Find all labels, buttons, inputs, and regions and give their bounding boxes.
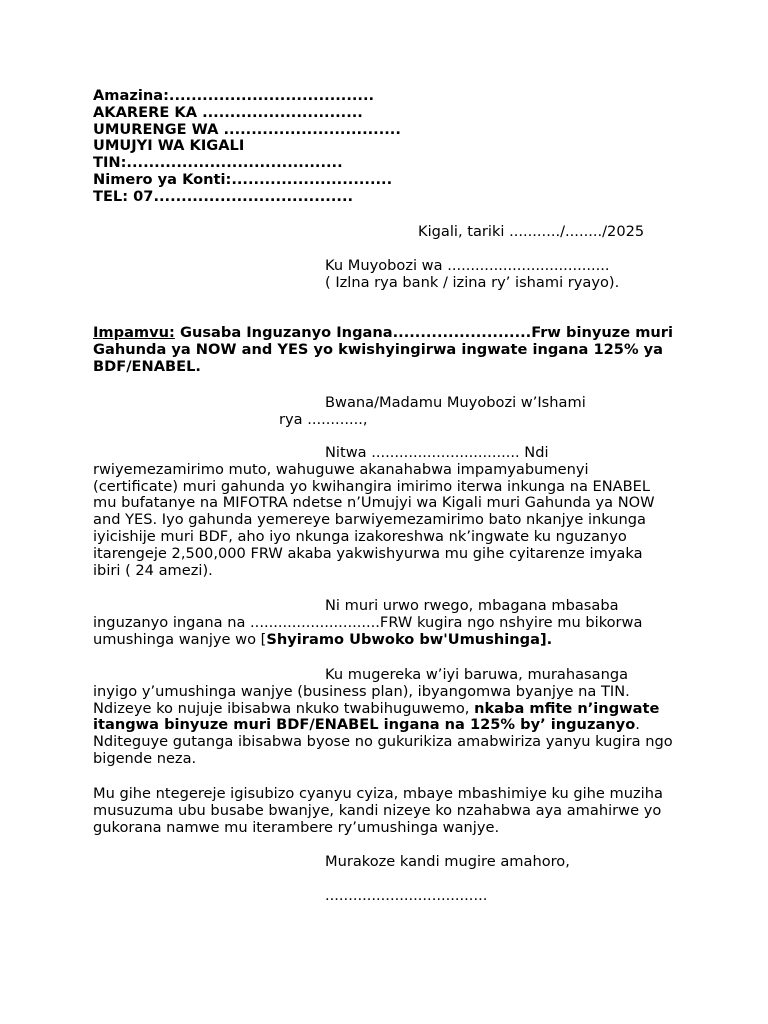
paragraph-indent-line: Ni muri urwo rwego, mbagana mbasaba [325,597,619,614]
salutation-branch: rya ............, [279,411,368,428]
attachments-tail: . Nditeguye gutanga ibisabwa byose no gukurikiza amabwiriza yanyu kugira ngo bigende neza. [93,716,673,767]
name-line: Amazina:..................................... [93,87,375,104]
city-line: UMUJYI WA KIGALI [93,137,245,155]
telephone-line: TEL: 07.................................... [93,187,354,205]
paragraph-body [93,615,673,649]
district-line: AKARERE KA ............................. [93,103,363,121]
paragraph-closing-thanks: Mu gihe ntegereje igisubizo cyanyu cyiza, mbaye mbashimiye ku gihe muziha musuzuma ubu busabe bwanjye, kandi nizeye ko nzahabwa aya amahirwe yo gukorana namwe mu iterambere ry’umushinga wanjye. [93,785,663,836]
guarantee-text: nkaba mfite n’ingwate itangwa binyuze muri BDF/ENABEL ingana na 125% by’ inguzanyo [93,699,660,734]
paragraph-indent-line: Ku mugereka w’iyi baruwa, murahasanga [325,666,629,683]
recipient-note: ( Izlna rya bank / izina ry’ ishami ryayo). [325,273,620,291]
subject-text: Gusaba Inguzanyo Ingana.........................Frw binyuze muri Gahunda ya NOW and YES yo kwishyingirwa ingwate ingana 125% ya BDF/ENABEL. [93,324,674,375]
tin-line: TIN:....................................... [93,154,343,172]
account-number-line: Nimero ya Konti:............................. [93,170,393,188]
request-text: inguzanyo ingana na ............................FRW kugira ngo nshyire mu bikorwa umushinga wanjye wo [ [93,613,643,648]
project-type-placeholder: Shyiramo Ubwoko bw'Umushinga]. [266,630,553,648]
recipient-line: Ku Muyobozi wa ................................... [325,257,610,274]
subject-label: Impamvu: [93,324,175,341]
sender-header [93,88,673,206]
signature-line: ................................... [325,887,488,904]
paragraph-attachments [93,667,673,768]
salutation-line: Bwana/Madamu Muyobozi w’Ishami [325,394,586,411]
attachments-text: inyigo y’umushinga wanjye (business plan), ibyangomwa byanjye na TIN. Ndizeye ko nujuje ibisabwa nkuko twabihuguwemo, [93,682,630,717]
sector-line: UMURENGE WA ................................ [93,120,401,138]
subject-line [93,325,673,375]
paragraph-request [93,598,673,648]
paragraph-body: rwiyemezamirimo muto, wahuguwe akanahabwa impamyabumenyi (certificate) muri gahunda yo kwihangira imirimo iterwa inkunga na ENABEL mu bufatanye na MIFOTRA ndetse n’Umujyi wa Kigali muri Gahunda ya NOW and YES. Iyo gahunda yemereye barwiyemezamirimo bato nkanjye inkunga iyicishije muri BDF, aho iyo nkunga izakoreshwa nk’ingwate ku nguzanyo itarengeje 2,500,000 FRW akaba yakwishyurwa mu gihe cyitarenze imyaka ibiri ( 24 amezi). [93,460,655,579]
date-line: Kigali, tariki .........../......../2025 [418,223,645,240]
paragraph-introduction [93,445,673,579]
recipient-block [325,258,619,292]
closing-line: Murakoze kandi mugire amahoro, [325,853,570,870]
paragraph-body [93,684,673,768]
paragraph-indent-line: Nitwa ................................ Ndi [325,444,549,461]
